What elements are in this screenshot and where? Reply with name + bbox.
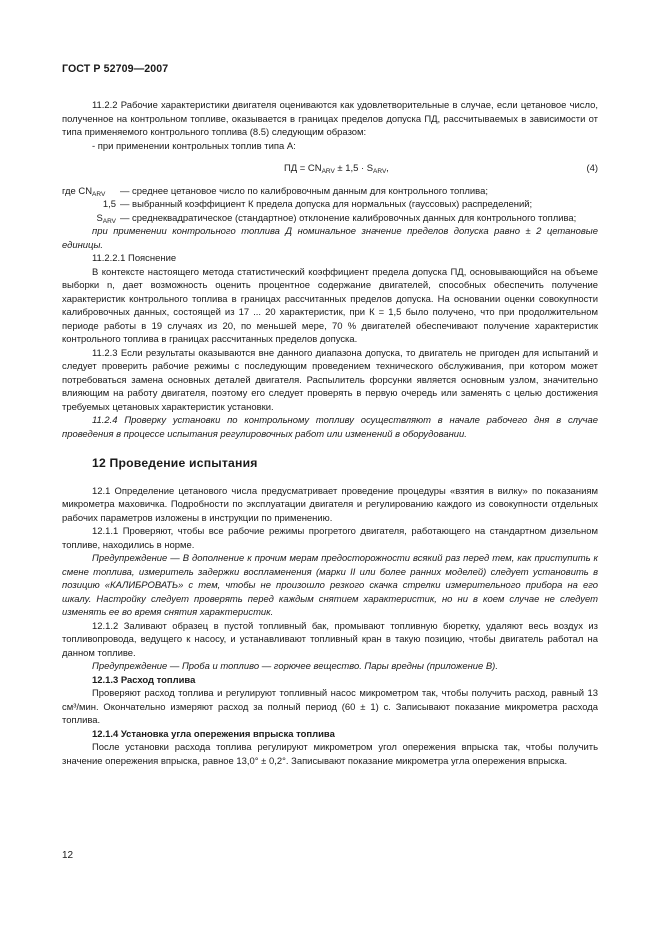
paragraph-12-1-3: Проверяют расход топлива и регулируют топливный насос микрометром так, чтобы получить расход, равный 13 см³/мин. Окончательно измеряют расход за полный период (60 ± 1) с. Записывают показание микрометра расхода топлива. bbox=[62, 688, 598, 726]
where-s-text: — среднеквадратическое (стандартное) отклонение калибровочных данных для контрольного топлива; bbox=[120, 212, 577, 224]
equation-formula: ПД = $CN_{ARV} \pm 1,5 \cdot S_{ARV}$, bbox=[284, 163, 389, 175]
paragraph-12-1-1: 12.1.1 Проверяют, чтобы все рабочие режимы прогретого двигателя, работающего на стандартном дизельном топливе, находились в норме. bbox=[62, 526, 598, 551]
warning-paragraph-1: Предупреждение — В дополнение к прочим мерам предосторожности всякий раз перед тем, как приступить к смене топлива, измеритель задержки воспламенения (марки II или более ранних моделей) следует установить в позицию «КАЛИБРОВАТЬ» с тем, чтобы не произошло резкого скачка стрелки измерительного прибора на его шкалу. Настройку следует проверять перед каждым снятием характеристик, но ни в коем случае не следует изменять ее во время снятия характеристик. bbox=[62, 553, 598, 618]
where-s-definition bbox=[62, 212, 598, 226]
paragraph-11-2-2-1-title: 11.2.2.1 Пояснение bbox=[92, 253, 177, 264]
paragraph-11-2-3: 11.2.3 Если результаты оказываются вне данного диапазона допуска, то двигатель не пригоден для испытаний и следует проверить рабочие режимы с последующим проведением технического обслуживания, при котором может потребоваться замена основных деталей двигателя. Распылитель форсунки является основным узлом, значительно влияющим на работу двигателя, поэтому его следует проверять в первую очередь или заменять с целью достижения требуемых цетановых характеристик установки. bbox=[62, 347, 598, 413]
where-cn-symbol: где $CN_{ARV}$ bbox=[62, 185, 106, 198]
paragraph-11-2-4: 11.2.4 Проверку установки по контрольному топливу осуществляют в начале рабочего дня в случае проведения в процессе испытания регулировочных работ или изменений в оборудовании. bbox=[62, 415, 598, 440]
page-number: 12 bbox=[62, 850, 74, 861]
equation-4 bbox=[62, 162, 598, 176]
equation-number: (4) bbox=[586, 163, 598, 174]
paragraph-12-1-2: 12.1.2 Заливают образец в пустой топливный бак, промывают топливную бюретку, удаляют весь воздух из топливопровода, ведущего к насосу, и устанавливают топливный кран в такую позицию, чтобы двигатель работал на данном топливе. bbox=[62, 620, 598, 659]
heading-12-1-4: 12.1.4 Установка угла опережения впрыска топлива bbox=[92, 728, 335, 740]
paragraph-12-1-4: После установки расхода топлива регулируют микрометром угол опережения впрыска так, чтобы получить значение опережения впрыска, равное 13,0° ± 0,2°. Записывают показание микрометра угла опережения впрыска. bbox=[62, 742, 598, 767]
where-s-symbol: $S_{ARV}$ bbox=[96, 212, 116, 225]
paragraph-11-2-2-1: В контексте настоящего метода статистический коэффициент предела допуска ПД, основывающийся на объеме выборки n, дает возможность оценить процентное содержание двигателей, способных обеспечить получение характеристик контрольного топлива в границах рассчитанных пределов допуска. На основании оценки совокупности калибровочных данных, состоящей из 17 ... 20 характеристик, при К = 1,5 было получено, что при продолжительном периоде работы в 19 случаях из 20, по меньшей мере, 70 % двигателей обеспечивают получение характеристик контрольного топлива в границах рассчитанных пределов допуска. bbox=[62, 266, 598, 345]
where-cn-definition bbox=[62, 185, 598, 199]
paragraph-type-d: при применении контрольного топлива Д номинальное значение пределов допуска равно ± 2 цетановые единицы. bbox=[62, 226, 598, 251]
where-k-text: — выбранный коэффициент К предела допуска для нормальных (гауссовых) распределений; bbox=[120, 199, 533, 210]
paragraph-type-a: - при применении контрольных топлив типа А: bbox=[92, 140, 296, 152]
where-cn-text: — среднее цетановое число по калибровочным данным для контрольного топлива; bbox=[120, 185, 488, 197]
paragraph-11-2-2: 11.2.2 Рабочие характеристики двигателя оцениваются как удовлетворительные в случае, если цетановое число, полученное на контрольном топливе, оказывается в границах пределов допуска ПД, рассчитываемых в зависимости от типа применяемого контрольного топлива (8.5) следующим образом: bbox=[62, 100, 598, 138]
document-body bbox=[62, 99, 598, 768]
heading-12-1-3: 12.1.3 Расход топлива bbox=[92, 674, 196, 686]
section-12-heading: 12 Проведение испытания bbox=[92, 456, 258, 470]
standard-code-header: ГОСТ Р 52709—2007 bbox=[62, 63, 169, 75]
warning-paragraph-2: Предупреждение — Проба и топливо — горючее вещество. Пары вредны (приложение В). bbox=[92, 661, 498, 672]
where-k-definition bbox=[62, 198, 598, 212]
where-k-symbol: 1,5 bbox=[102, 199, 116, 210]
paragraph-12-1: 12.1 Определение цетанового числа предусматривает проведение процедуры «взятия в вилку» по показаниям микрометра маховичка. Подробности по эксплуатации двигателя и регулированию каждого из совокупности отдельных рабочих параметров изложены в инструкции по применению. bbox=[62, 485, 598, 524]
